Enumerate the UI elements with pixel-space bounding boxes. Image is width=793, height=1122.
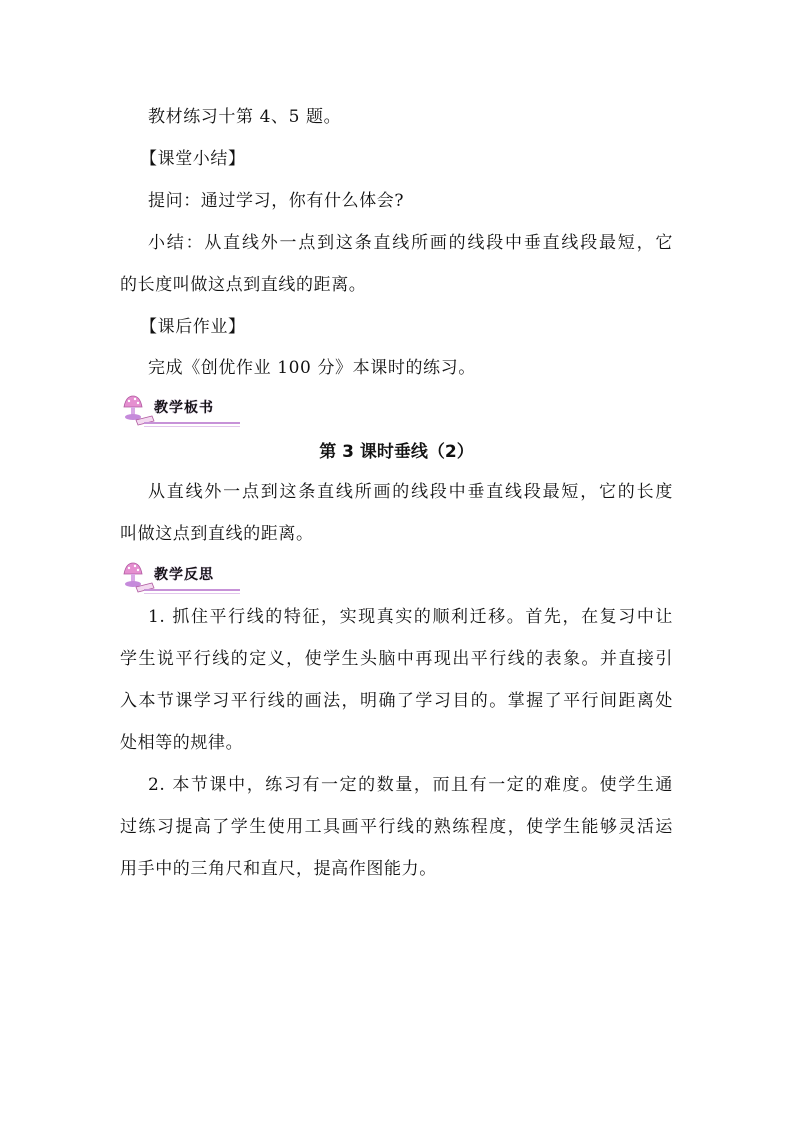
- board-title: 第 3 课时垂线（2）: [319, 442, 474, 462]
- divider: [144, 589, 240, 591]
- reflection-item-1-line-2: 学生说平行线的定义，使学生头脑中再现出平行线的表象。并直接引: [120, 649, 673, 669]
- reflection-item-2-line-1: 2. 本节课中，练习有一定的数量，而且有一定的难度。使学生通: [148, 775, 673, 795]
- summary-line-2: 的长度叫做这点到直线的距离。: [120, 275, 367, 295]
- reflection-section-title: 教学反思: [154, 567, 214, 583]
- board-line-2: 叫做这点到直线的距离。: [120, 524, 314, 544]
- homework-text: 完成《创优作业 100 分》本课时的练习。: [148, 358, 476, 378]
- reflection-item-1-line-1: 1. 抓住平行线的特征，实现真实的顺利迁移。首先，在复习中让: [148, 607, 673, 627]
- reflection-section-header: [118, 560, 240, 594]
- board-section-title: 教学板书: [154, 400, 214, 416]
- reflection-item-2-line-3: 用手中的三角尺和直尺，提高作图能力。: [120, 859, 437, 879]
- reflection-item-1-line-3: 入本节课学习平行线的画法，明确了学习目的。掌握了平行间距离处: [120, 691, 673, 711]
- board-section-header: [118, 393, 240, 427]
- question-text: 提问：通过学习，你有什么体会?: [148, 191, 405, 211]
- divider: [144, 426, 240, 427]
- divider: [144, 422, 240, 424]
- exercise-text: 教材练习十第 4、5 题。: [148, 107, 342, 127]
- class-summary-heading: 【课堂小结】: [140, 149, 246, 169]
- reflection-item-2-line-2: 过练习提高了学生使用工具画平行线的熟练程度，使学生能够灵活运: [120, 817, 673, 837]
- homework-heading: 【课后作业】: [140, 317, 246, 337]
- board-line-1: 从直线外一点到这条直线所画的线段中垂直线段最短，它的长度: [148, 482, 673, 502]
- reflection-item-1-line-4: 处相等的规律。: [120, 733, 244, 753]
- divider: [144, 593, 240, 594]
- summary-line-1: 小结：从直线外一点到这条直线所画的线段中垂直线段最短，它: [148, 233, 673, 253]
